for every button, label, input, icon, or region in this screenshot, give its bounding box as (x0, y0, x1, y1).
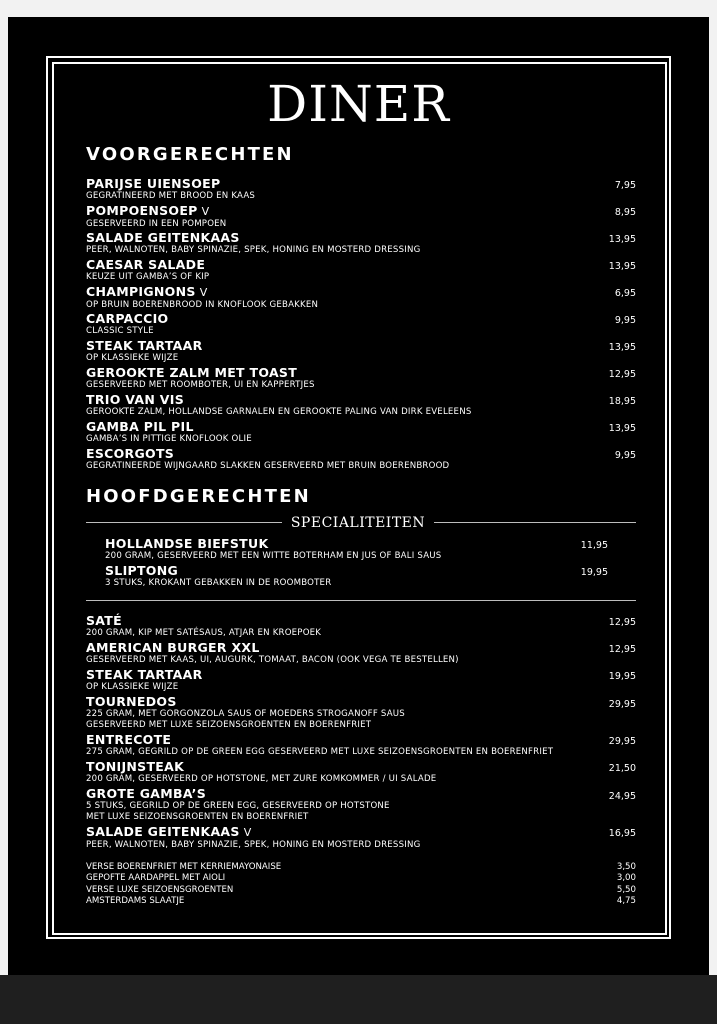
menu-item (86, 338, 636, 364)
item-description: PEER, WALNOTEN, BABY SPINAZIE, SPEK, HONING EN MOSTERD DRESSING (86, 840, 421, 850)
vegetarian-icon: V (199, 286, 208, 299)
item-price: 12,95 (608, 369, 636, 380)
item-price: 18,95 (608, 396, 636, 407)
item-name: ESCORGOTS (86, 446, 175, 461)
side-dishes-list (86, 862, 636, 907)
menu-title: DINER (267, 75, 450, 133)
item-name: SATÉ (86, 613, 122, 628)
item-description-line2: GESERVEERD MET LUXE SEIZOENSGROENTEN EN BOERENFRIET (86, 720, 372, 730)
side-dish-name: AMSTERDAMS SLAATJE (86, 895, 185, 906)
item-name: GAMBA PIL PIL (86, 419, 194, 434)
item-price: 13,95 (608, 423, 636, 434)
item-description: 200 GRAM, GESERVEERD OP HOTSTONE, MET ZURE KOMKOMMER / UI SALADE (86, 774, 437, 784)
item-price: 13,95 (608, 342, 636, 353)
item-price: 9,95 (614, 315, 636, 326)
item-name: STEAK TARTAAR (86, 667, 203, 682)
item-name: ENTRECOTE (86, 732, 172, 747)
side-dish-name: VERSE BOERENFRIET MET KERRIEMAYONAISE (86, 862, 282, 872)
item-description: GEROOKTE ZALM, HOLLANDSE GARNALEN EN GEROOKTE PALING VAN DIRK EVELEENS (86, 407, 472, 417)
item-description: PEER, WALNOTEN, BABY SPINAZIE, SPEK, HONING EN MOSTERD DRESSING (86, 245, 421, 255)
item-description: CLASSIC STYLE (86, 326, 154, 336)
menu-item (86, 203, 636, 230)
item-description: 275 GRAM, GEGRILD OP DE GREEN EGG GESERVEERD MET LUXE SEIZOENSGROENTEN EN BOERENFRIET (86, 747, 554, 757)
item-name: SALADE GEITENKAAS (86, 230, 240, 245)
item-description: KEUZE UIT GAMBA’S OF KIP (86, 272, 210, 282)
item-description: 200 GRAM, GESERVEERD MET EEN WITTE BOTERHAM EN JUS OF BALI SAUS (105, 551, 442, 561)
menu-item (86, 419, 636, 445)
side-dish (86, 896, 636, 907)
item-description: GESERVEERD IN EEN POMPOEN (86, 219, 227, 229)
specialties-heading: SPECIALITEITEN (290, 515, 426, 531)
item-name: TOURNEDOS (86, 694, 177, 709)
item-name: POMPOENSOEP (86, 203, 198, 218)
menu-item (86, 257, 636, 283)
item-name: GROTE GAMBA’S (86, 786, 207, 801)
item-description: GESERVEERD MET KAAS, UI, AUGURK, TOMAAT, BACON (OOK VEGA TE BESTELLEN) (86, 655, 459, 665)
section-heading-starters: VOORGERECHTEN (86, 144, 294, 165)
menu-item (86, 786, 636, 823)
item-price: 7,95 (614, 180, 636, 191)
menu-item (86, 613, 636, 639)
item-name: CAESAR SALADE (86, 257, 206, 272)
divider-line (86, 600, 636, 601)
item-description: 225 GRAM, MET GORGONZOLA SAUS OF MOEDERS STROGANOFF SAUS (86, 709, 405, 719)
menu-item (86, 176, 636, 202)
item-name: SALADE GEITENKAAS (86, 824, 240, 839)
item-price: 6,95 (614, 288, 636, 299)
item-description: GESERVEERD MET ROOMBOTER, UI EN KAPPERTJES (86, 380, 315, 390)
item-price: 13,95 (608, 234, 636, 245)
item-description: GEGRATINEERDE WIJNGAARD SLAKKEN GESERVEERD MET BRUIN BOERENBROOD (86, 461, 450, 471)
menu-item (86, 732, 636, 758)
item-price: 8,95 (614, 207, 636, 218)
menu-item (105, 536, 608, 562)
menu-item (86, 392, 636, 418)
menu-item (86, 694, 636, 731)
item-price: 24,95 (608, 791, 636, 802)
side-dish (86, 885, 636, 896)
item-price: 19,95 (608, 671, 636, 682)
item-description: 200 GRAM, KIP MET SATÉSAUS, ATJAR EN KROEPOEK (86, 628, 322, 638)
item-price: 29,95 (608, 699, 636, 710)
item-description: OP BRUIN BOERENBROOD IN KNOFLOOK GEBAKKEN (86, 300, 319, 310)
item-name: AMERICAN BURGER XXL (86, 640, 260, 655)
side-dish-price: 3,50 (616, 862, 636, 872)
item-name: HOLLANDSE BIEFSTUK (105, 536, 269, 551)
item-name: STEAK TARTAAR (86, 338, 203, 353)
menu-item (86, 365, 636, 391)
item-description: OP KLASSIEKE WIJZE (86, 682, 179, 692)
side-dish-name: GEPOFTE AARDAPPEL MET AIOLI (86, 873, 226, 884)
item-price: 19,95 (580, 567, 608, 578)
item-name: TONIJNSTEAK (86, 759, 185, 774)
side-dish-price: 3,00 (616, 873, 636, 884)
item-price: 21,50 (608, 763, 636, 774)
menu-item (86, 759, 636, 785)
item-name: PARIJSE UIENSOEP (86, 176, 221, 191)
item-name: TRIO VAN VIS (86, 392, 185, 407)
section-heading-mains: HOOFDGERECHTEN (86, 486, 311, 507)
side-dish-price: 5,50 (616, 884, 636, 895)
divider-line (434, 522, 636, 523)
side-dish (86, 862, 636, 873)
side-dish-name: VERSE LUXE SEIZOENSGROENTEN (86, 884, 234, 895)
item-description: OP KLASSIEKE WIJZE (86, 353, 179, 363)
menu-item (86, 640, 636, 666)
menu-item (86, 284, 636, 311)
vegetarian-icon: V (201, 205, 210, 218)
item-name: SLIPTONG (105, 563, 179, 578)
menu-item (86, 446, 636, 472)
item-description: 5 STUKS, GEGRILD OP DE GREEN EGG, GESERVEERD OP HOTSTONE (86, 801, 390, 811)
side-dish-price: 4,75 (616, 895, 636, 906)
item-price: 13,95 (608, 261, 636, 272)
item-price: 9,95 (614, 450, 636, 461)
item-price: 12,95 (608, 617, 636, 628)
side-dish (86, 873, 636, 884)
divider-line (86, 522, 282, 523)
item-price: 11,95 (580, 540, 608, 551)
vegetarian-icon: V (243, 826, 252, 839)
item-price: 12,95 (608, 644, 636, 655)
item-name: GEROOKTE ZALM MET TOAST (86, 365, 298, 380)
item-description: 3 STUKS, KROKANT GEBAKKEN IN DE ROOMBOTER (105, 578, 332, 588)
menu-item (86, 230, 636, 256)
item-description: GEGRATINEERD MET BROOD EN KAAS (86, 191, 256, 201)
item-description-line2: MET LUXE SEIZOENSGROENTEN EN BOERENFRIET (86, 812, 309, 822)
menu-item (105, 563, 608, 589)
menu-item (86, 824, 636, 851)
menu-page (8, 17, 709, 975)
item-name: CARPACCIO (86, 311, 169, 326)
item-description: GAMBA’S IN PITTIGE KNOFLOOK OLIE (86, 434, 252, 444)
menu-item (86, 311, 636, 337)
item-name: CHAMPIGNONS (86, 284, 196, 299)
item-price: 16,95 (608, 828, 636, 839)
menu-item (86, 667, 636, 693)
item-price: 29,95 (608, 736, 636, 747)
viewer-background (0, 975, 717, 1024)
